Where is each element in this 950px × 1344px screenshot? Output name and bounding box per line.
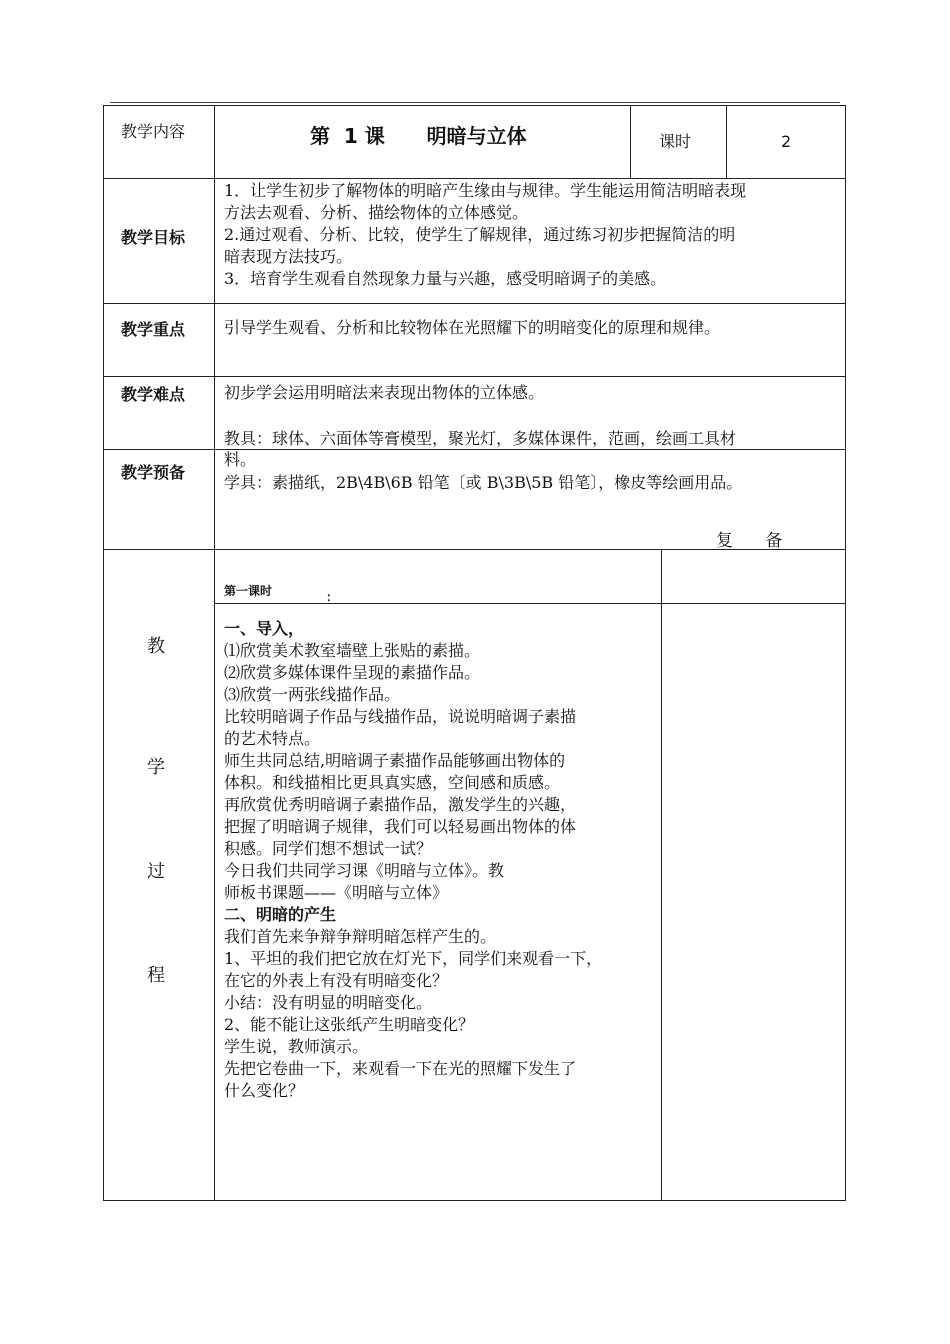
process-line: 今日我们共同学习课《明暗与立体》。教 [224,861,505,880]
process-line: 再欣赏优秀明暗调子素描作品，激发学生的兴趣， [224,795,577,814]
process-line: 体积。和线描相比更具真实感，空间感和质感。 [224,773,561,792]
lesson-title: 第 1 课 明暗与立体 [310,124,527,148]
process-line: 一、导入， [224,619,305,638]
process-line: ⑶欣赏一两张线描作品。 [224,685,401,704]
process-label-char: 过 [147,861,165,882]
period-value: 2 [781,132,792,151]
process-line: 积感。同学们想不想试一试？ [224,839,433,858]
objective-line: 3．培育学生观看自然现象力量与兴趣，感受明暗调子的美感。 [224,269,667,288]
review-label: 复 备 [716,531,783,551]
process-body [224,618,602,1102]
period-label: 课时 [659,132,692,151]
difficulties-label: 教学难点 [121,385,186,404]
top-rule [110,102,840,103]
objective-line: 1．让学生初步了解物体的明暗产生缘由与规律。学生能运用简洁明暗表现 [224,181,747,200]
objective-line: 暗表现方法技巧。 [224,247,353,266]
process-line: ⑴欣赏美术教室墙壁上张贴的素描。 [224,641,481,660]
row-divider-2 [104,303,845,304]
process-line: ⑵欣赏多媒体课件呈现的素描作品。 [224,663,481,682]
process-line: 1、平坦的我们把它放在灯光下，同学们来观看一下， [224,949,603,968]
preparation-label: 教学预备 [121,463,186,482]
objective-line: 2.通过观看、分析、比较，使学生了解规律，通过练习初步把握简洁的明 [224,225,736,244]
col-divider-notes [661,549,662,1200]
process-label-char: 学 [147,757,165,778]
process-line: 在它的外表上有没有明暗变化？ [224,971,449,990]
process-line: 的艺术特点。 [224,729,321,748]
process-line: 什么变化？ [224,1081,305,1100]
student-tools: 学具：素描纸，2B\4B\6B 铅笔〔或 B\3B\5B 铅笔〕，橡皮等绘画用品。 [224,473,743,492]
period-colon: ： [326,590,339,604]
process-line: 2、能不能让这张纸产生明暗变化？ [224,1015,475,1034]
period-heading: 第一课时 [224,584,273,598]
objectives-label: 教学目标 [121,228,186,247]
row-divider-1 [104,178,845,179]
process-line: 学生说，教师演示。 [224,1037,369,1056]
process-line: 二、明暗的产生 [224,905,337,924]
process-label-char: 教 [147,636,165,657]
process-label-char: 程 [147,965,165,986]
row-divider-6 [214,603,845,604]
key-points-text: 引导学生观看、分析和比较物体在光照耀下的明暗变化的原理和规律。 [224,318,721,337]
row-divider-3 [104,376,845,377]
teacher-tools-line2: 料。 [224,450,257,469]
col-divider-label [214,106,215,1200]
teacher-tools-line1: 教具：球体、六面体等膏模型，聚光灯，多媒体课件，范画，绘画工具材 [224,429,737,448]
process-line: 我们首先来争辩争辩明暗怎样产生的。 [224,927,497,946]
col-divider-period-value [726,106,727,178]
content-label: 教学内容 [121,122,186,141]
process-line: 把握了明暗调子规律，我们可以轻易画出物体的体 [224,817,577,836]
key-points-label: 教学重点 [121,320,186,339]
process-line: 小结：没有明显的明暗变化。 [224,993,433,1012]
objective-line: 方法去观看、分析、描绘物体的立体感觉。 [224,203,529,222]
process-line: 先把它卷曲一下，来观看一下在光的照耀下发生了 [224,1059,577,1078]
process-line: 师生共同总结,明暗调子素描作品能够画出物体的 [224,751,566,770]
process-line: 师板书课题——《明暗与立体》 [224,883,449,902]
col-divider-period-label [630,106,631,178]
objectives-text [224,180,746,290]
process-line: 比较明暗调子作品与线描作品，说说明暗调子素描 [224,707,577,726]
difficulties-text: 初步学会运用明暗法来表现出物体的立体感。 [224,383,545,402]
